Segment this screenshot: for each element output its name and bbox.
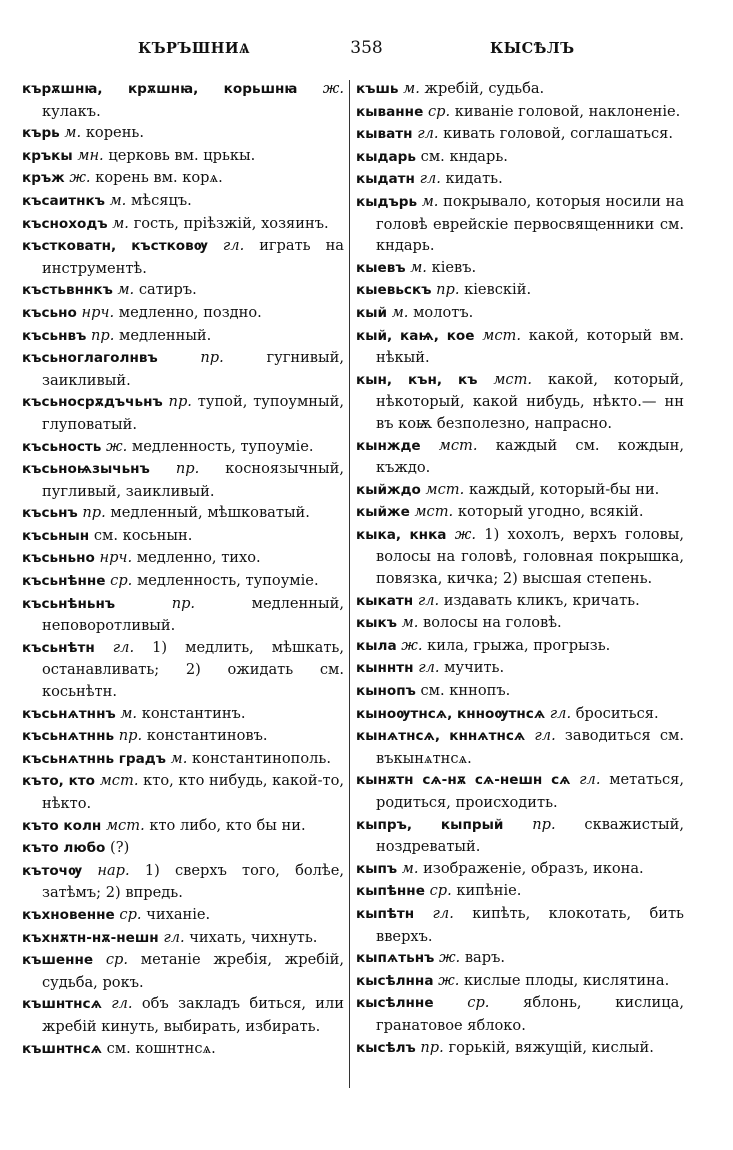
entry-grammar-label: м.	[170, 749, 188, 767]
entry-grammar-label: мст.	[493, 370, 533, 388]
dictionary-entry	[22, 302, 344, 325]
entry-headword: кыдатн	[356, 171, 415, 188]
entry-grammar-label: м.	[410, 258, 427, 276]
entry-definition: см. косьнын.	[93, 526, 193, 544]
entry-grammar-label: гл.	[112, 638, 135, 656]
entry-grammar-label: гл.	[417, 591, 440, 609]
entry-definition: покрывало, которыя носили на головѣ еврейскіе первосвященники см. кндарь.	[376, 192, 685, 255]
dictionary-entry	[22, 391, 344, 435]
dictionary-entry	[356, 903, 684, 947]
dictionary-entry	[22, 78, 344, 122]
entry-definition: какой, который вм. нѣкый.	[376, 326, 684, 367]
entry-grammar-label: пр.	[436, 281, 460, 299]
dictionary-entry	[356, 279, 684, 302]
entry-definition: издавать кликъ, кричать.	[443, 591, 640, 609]
entry-headword: късьнѧтннь	[22, 728, 115, 745]
entry-headword: късьносрѫдъчьнъ	[22, 394, 163, 411]
entry-grammar-label: м.	[391, 303, 409, 321]
dictionary-entry	[22, 637, 344, 703]
entry-grammar-label: ж.	[106, 437, 128, 455]
dictionary-entry	[22, 347, 344, 391]
entry-definition: кидать.	[445, 170, 503, 188]
dictionary-entry	[356, 680, 684, 703]
entry-definition: (?)	[110, 839, 130, 857]
entry-headword: кын, кън, къ	[356, 371, 478, 388]
entry-headword: късаитнкъ	[22, 192, 105, 209]
entry-definition: церковь вм. црькы.	[108, 146, 256, 164]
entry-headword: къшнтнсѧ	[22, 996, 102, 1013]
dictionary-entry	[356, 657, 684, 680]
entry-headword: къшенне	[22, 952, 94, 969]
dictionary-entry	[22, 904, 344, 927]
entry-grammar-label: м.	[117, 281, 135, 299]
entry-grammar-label: мст.	[425, 480, 465, 498]
entry-grammar-label: ср.	[427, 102, 451, 120]
entry-headword: късьность	[22, 438, 102, 455]
entry-grammar-label: м.	[401, 614, 419, 632]
entry-headword: кый	[356, 304, 388, 321]
dictionary-entry	[356, 168, 684, 191]
left-column	[22, 78, 344, 1060]
entry-headword: къстьвннкъ	[22, 282, 113, 299]
entry-headword: кыка, кнка	[356, 526, 447, 543]
entry-grammar-label: ж.	[438, 971, 460, 989]
entry-grammar-label: м.	[64, 124, 82, 142]
column-divider	[349, 80, 350, 1088]
entry-headword: кыннтн	[356, 660, 414, 677]
dictionary-entry	[22, 815, 344, 838]
entry-headword: кыпъ	[356, 860, 398, 877]
entry-definition: кто, кто нибудь, какой-то, нѣкто.	[42, 772, 345, 812]
entry-headword: кръкы	[22, 147, 73, 164]
dictionary-entry	[22, 167, 344, 190]
entry-grammar-label: ж.	[454, 525, 476, 543]
entry-definition: жребій, судьба.	[424, 80, 545, 97]
entry-headword: кысѣлъ	[356, 1039, 416, 1056]
entry-grammar-label: нар.	[97, 861, 130, 879]
dictionary-entry	[356, 992, 684, 1036]
dictionary-entry	[356, 590, 684, 613]
entry-headword: късьноѩзычьнъ	[22, 461, 150, 478]
entry-grammar-label: м.	[401, 859, 419, 877]
entry-definition: медленный.	[118, 326, 212, 344]
entry-headword: кыпръ, кыпрый	[356, 816, 504, 833]
entry-definition: медленно, поздно.	[118, 303, 262, 321]
entry-headword: кыла	[356, 637, 397, 654]
entry-headword: кыдърь	[356, 193, 418, 210]
entry-definition: тупой, тупоумный, глуповатый.	[42, 393, 345, 433]
entry-definition: константиновъ.	[146, 727, 268, 745]
dictionary-entry	[22, 993, 344, 1037]
entry-definition: мучить.	[444, 659, 505, 677]
entry-definition: кипѣть, клокотать, бить вверхъ.	[376, 904, 685, 945]
dictionary-entry	[22, 770, 344, 814]
entry-headword: късьно	[22, 304, 77, 321]
entry-grammar-label: ж.	[69, 169, 91, 187]
entry-grammar-label: гл.	[419, 170, 441, 188]
entry-grammar-label: мст.	[482, 326, 521, 344]
dictionary-entry	[22, 213, 344, 236]
dictionary-entry	[22, 279, 344, 302]
dictionary-entry	[356, 970, 684, 993]
entry-headword: кысѣлнне	[356, 995, 434, 1012]
entry-definition: броситься.	[575, 704, 659, 722]
entry-headword: кыпѣтн	[356, 905, 415, 922]
entry-definition: играть на инструментѣ.	[42, 237, 345, 277]
entry-definition: константинополь.	[192, 749, 332, 767]
entry-grammar-label: нрч.	[99, 549, 133, 567]
dictionary-entry	[22, 927, 344, 950]
entry-headword: късьнѣтн	[22, 639, 95, 656]
dictionary-entry	[356, 703, 684, 726]
entry-grammar-label: гл.	[163, 928, 185, 946]
entry-definition: кивать головой, соглашаться.	[443, 125, 673, 143]
entry-headword: късьнъ	[22, 505, 78, 522]
entry-definition: 1) медлить, мѣшкать, останавливать; 2) ожидать см. косьнѣтн.	[42, 638, 344, 701]
entry-headword: кынопъ	[356, 683, 416, 700]
dictionary-entry	[22, 570, 344, 593]
entry-definition: 1) хохолъ, верхъ головы, волосы на головѣ, головная покрышка, повязка, кичка; 2) высшая степень.	[376, 525, 684, 588]
dictionary-entry	[356, 858, 684, 881]
entry-definition: яблонь, кислица, гранатовое яблоко.	[376, 994, 685, 1034]
dictionary-entry	[356, 191, 684, 257]
entry-headword: кыноѹтнсѧ, кнноѹтнсѧ	[356, 705, 546, 722]
dictionary-entry	[356, 725, 684, 769]
entry-headword: къточѹ	[22, 862, 83, 879]
dictionary-entry	[22, 145, 344, 168]
dictionary-entry	[22, 458, 344, 502]
entry-grammar-label: пр.	[532, 815, 556, 833]
entry-definition: варъ.	[464, 949, 506, 967]
entry-headword: кынѫтн сѧ-нѫ сѧ-нешн сѧ	[356, 772, 571, 789]
dictionary-entry	[356, 302, 684, 325]
entry-grammar-label: пр.	[175, 460, 200, 478]
entry-grammar-label: ж.	[322, 80, 344, 97]
entry-headword: къто любо	[22, 840, 106, 857]
dictionary-entry	[22, 190, 344, 213]
entry-definition: см. кннопъ.	[420, 682, 511, 700]
dictionary-entry	[22, 860, 344, 904]
dictionary-entry	[356, 435, 684, 479]
entry-grammar-label: мст.	[414, 503, 454, 521]
dictionary-entry	[356, 369, 684, 435]
entry-headword: къшь	[356, 81, 399, 97]
dictionary-entry	[22, 949, 344, 993]
entry-grammar-label: м.	[403, 80, 420, 97]
entry-headword: къшнтнсѧ	[22, 1040, 102, 1057]
entry-grammar-label: гл.	[417, 125, 439, 143]
entry-headword: кыпѣнне	[356, 883, 425, 900]
entry-grammar-label: гл.	[222, 237, 245, 255]
entry-grammar-label: ср.	[429, 882, 452, 900]
entry-definition: константинъ.	[141, 704, 246, 722]
dictionary-entry	[356, 101, 684, 124]
entry-headword: кыкъ	[356, 615, 397, 632]
entry-definition: кіевъ.	[431, 258, 477, 276]
entry-grammar-label: гл.	[579, 771, 601, 789]
dictionary-entry	[356, 78, 684, 101]
entry-headword: кынжде	[356, 437, 421, 454]
dictionary-entry	[22, 436, 344, 459]
entry-headword: кыкатн	[356, 592, 414, 609]
dictionary-entry	[356, 257, 684, 280]
dictionary-entry	[22, 703, 344, 726]
dictionary-entry	[22, 235, 344, 279]
dictionary-entry	[22, 837, 344, 860]
entry-definition: медленный, неповоротливый.	[42, 594, 344, 635]
entry-grammar-label: пр.	[200, 349, 224, 367]
entry-headword: кыевьскъ	[356, 282, 432, 299]
entry-definition: каждый, который-бы ни.	[468, 480, 660, 498]
entry-grammar-label: мн.	[77, 146, 104, 164]
entry-definition: корень вм. корѧ.	[95, 169, 223, 187]
entry-headword: късьнѧтннъ	[22, 705, 116, 722]
entry-headword: кыпѧтьнъ	[356, 950, 435, 967]
entry-grammar-label: м.	[421, 192, 439, 210]
entry-headword: къто колн	[22, 817, 102, 834]
entry-headword: кыйждо	[356, 481, 421, 498]
entry-grammar-label: пр.	[82, 504, 106, 522]
entry-definition: какой, который, нѣкоторый, какой нибудь, нѣкто.— нн въ коѭ безполезно, напрасно.	[376, 370, 685, 432]
entry-headword: кыванне	[356, 103, 424, 120]
entry-headword: късноходъ	[22, 215, 108, 232]
entry-definition: 1) сверхъ того, болѣе, затѣмъ; 2) впредь.	[42, 861, 345, 902]
entry-headword: кый, каѩ, кое	[356, 327, 475, 344]
entry-grammar-label: гл.	[549, 704, 572, 722]
entry-grammar-label: м.	[109, 191, 127, 209]
dictionary-entry	[22, 525, 344, 548]
entry-definition: волосы на головѣ.	[423, 614, 562, 632]
entry-definition: мѣсяцъ.	[130, 191, 192, 209]
dictionary-entry	[356, 947, 684, 970]
dictionary-entry	[356, 146, 684, 169]
entry-headword: късьнвъ	[22, 327, 87, 344]
entry-grammar-label: ср.	[105, 951, 129, 969]
dictionary-entry	[356, 123, 684, 146]
dictionary-entry	[22, 502, 344, 525]
entry-grammar-label: пр.	[420, 1038, 444, 1056]
entry-definition: кислые плоды, кислятина.	[464, 971, 670, 989]
entry-definition: медленно, тихо.	[136, 549, 261, 567]
entry-definition: кипѣніе.	[456, 882, 522, 900]
entry-grammar-label: ср.	[110, 572, 133, 590]
entry-headword: къстковатн, къстковѹ	[22, 238, 208, 255]
entry-definition: горькій, вяжущій, кислый.	[448, 1038, 654, 1056]
entry-headword: кыйже	[356, 504, 410, 521]
entry-grammar-label: м.	[112, 214, 129, 232]
dictionary-entry	[22, 547, 344, 570]
page-header	[0, 38, 733, 62]
entry-definition: гость, пріѣзжій, хозяинъ.	[133, 214, 329, 232]
entry-headword: късьнѧтннь градъ	[22, 750, 166, 767]
entry-definition: корень.	[85, 124, 145, 142]
entry-grammar-label: ж.	[401, 636, 423, 654]
entry-grammar-label: пр.	[171, 594, 196, 612]
dictionary-entry	[356, 880, 684, 903]
entry-definition: киваніе головой, наклоненіе.	[454, 102, 681, 120]
entry-definition: объ закладъ биться, или жребій кинуть, выбирать, избирать.	[42, 995, 345, 1035]
entry-headword: кысѣлнна	[356, 972, 434, 989]
dictionary-entry	[22, 122, 344, 145]
entry-definition: кто либо, кто бы ни.	[149, 816, 306, 834]
entry-definition: молотъ.	[413, 303, 474, 321]
dictionary-entry	[356, 479, 684, 502]
entry-definition: каждый см. кождын, къждо.	[376, 436, 684, 477]
entry-grammar-label: пр.	[168, 393, 192, 411]
dictionary-entry	[22, 1038, 344, 1061]
entry-grammar-label: гл.	[432, 904, 454, 922]
entry-definition: кулакъ.	[42, 102, 101, 120]
dictionary-entry	[356, 769, 684, 813]
entry-definition: см. кндарь.	[420, 147, 508, 165]
entry-definition: гугнивый, заикливый.	[42, 349, 344, 389]
entry-headword: къто, кто	[22, 773, 96, 790]
entry-grammar-label: гл.	[418, 659, 440, 677]
entry-grammar-label: мст.	[438, 436, 478, 454]
entry-definition: изображеніе, образъ, икона.	[423, 859, 644, 877]
entry-grammar-label: ср.	[467, 994, 490, 1012]
right-column	[356, 78, 684, 1059]
entry-headword: кыватн	[356, 126, 413, 143]
entry-definition: медленность, тупоуміе.	[131, 437, 314, 455]
entry-headword: късьноглаголнвъ	[22, 350, 158, 367]
entry-headword: късьньно	[22, 550, 95, 567]
entry-headword: кыевъ	[356, 259, 406, 276]
entry-grammar-label: гл.	[111, 995, 133, 1013]
entry-grammar-label: ср.	[119, 905, 142, 923]
entry-definition: кіевскій.	[464, 281, 532, 299]
entry-headword: къхновенне	[22, 906, 115, 923]
header-left-guide-word: КЪРЪШНИѦ	[138, 40, 251, 57]
entry-headword: къхнѫтн-нѫ-нешн	[22, 929, 159, 946]
entry-grammar-label: пр.	[118, 727, 143, 745]
entry-grammar-label: м.	[120, 704, 138, 722]
entry-headword: късьнѣнне	[22, 573, 106, 590]
entry-grammar-label: пр.	[90, 326, 115, 344]
entry-definition: медленность, тупоуміе.	[136, 572, 319, 590]
entry-definition: метаніе жребія, жребій, судьба, рокъ.	[42, 951, 345, 991]
entry-definition: метаться, родиться, происходить.	[376, 771, 684, 811]
dictionary-entry	[356, 814, 684, 858]
dictionary-entry	[356, 325, 684, 369]
dictionary-entry	[22, 325, 344, 348]
entry-headword: кыдарь	[356, 148, 416, 165]
dictionary-entry	[356, 635, 684, 658]
dictionary-entry	[22, 593, 344, 637]
entry-headword: кърь	[22, 125, 60, 142]
dictionary-entry	[22, 725, 344, 748]
dictionary-entry	[356, 501, 684, 524]
entry-definition: скважистый, ноздреватый.	[376, 815, 684, 856]
entry-definition: заводиться см. въкынѧтнсѧ.	[376, 727, 685, 767]
entry-grammar-label: нрч.	[81, 303, 115, 321]
entry-definition: косноязычный, пугливый, заикливый.	[42, 460, 345, 500]
entry-grammar-label: мст.	[105, 816, 145, 834]
entry-headword: късьнын	[22, 527, 90, 544]
entry-definition: медленный, мѣшковатый.	[110, 504, 310, 522]
entry-headword: кърѫшнꙗ, крѫшнꙗ, корьшнꙗ	[22, 81, 298, 97]
entry-headword: кынѧтнсѧ, кннѧтнсѧ	[356, 728, 526, 745]
dictionary-entry	[22, 748, 344, 771]
entry-grammar-label: ж.	[438, 949, 461, 967]
header-right-guide-word: КЫСѢЛЪ	[490, 40, 575, 57]
page-number: 358	[350, 38, 383, 58]
entry-grammar-label: мст.	[99, 772, 139, 790]
entry-definition: сатиръ.	[138, 281, 197, 299]
entry-grammar-label: гл.	[534, 727, 556, 745]
entry-definition: кила, грыжа, прогрызь.	[427, 636, 611, 654]
entry-definition: см. кошнтнсѧ.	[106, 1039, 216, 1057]
entry-definition: чиханіе.	[146, 905, 211, 923]
entry-definition: чихать, чихнуть.	[189, 928, 318, 946]
entry-headword: късьнѣньнъ	[22, 595, 116, 612]
dictionary-entry	[356, 524, 684, 590]
entry-headword: кръж	[22, 170, 65, 187]
dictionary-entry	[356, 612, 684, 635]
entry-definition: который угодно, всякій.	[457, 503, 644, 521]
dictionary-entry	[356, 1037, 684, 1060]
